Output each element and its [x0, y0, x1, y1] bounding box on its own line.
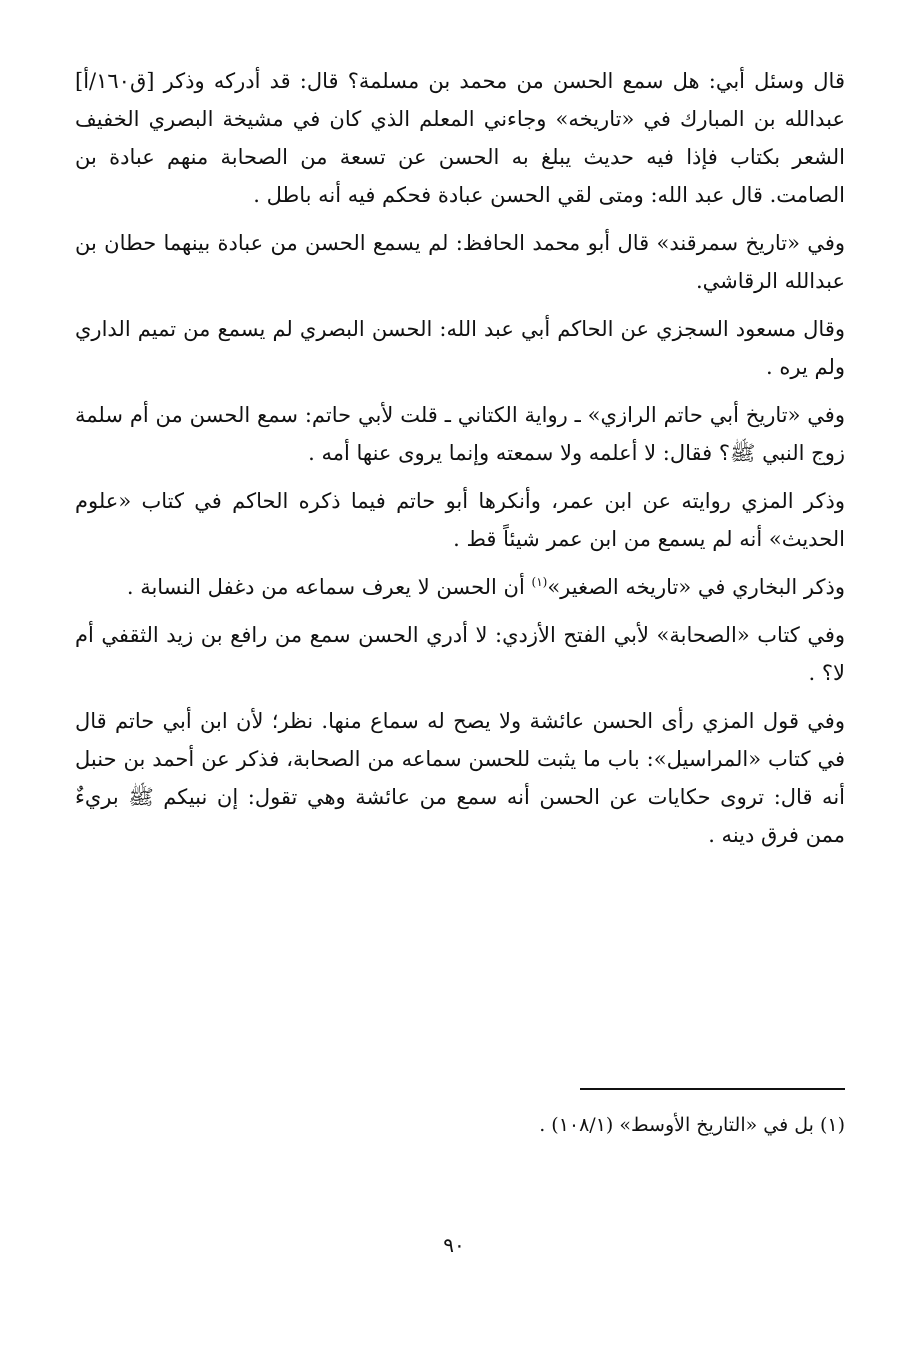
page-number: ٩٠ [443, 1233, 465, 1257]
footnote-separator [580, 1088, 845, 1090]
paragraph-al-mizzi-aisha: وفي قول المزي رأى الحسن عائشة ولا يصح له سماع منها. نظر؛ لأن ابن أبي حاتم قال في كتاب «المراسيل»: باب ما يثبت للحسن سماعه من الصحابة، فذكر عن أحمد بن حنبل أنه قال: تروى حكايات عن الحسن أنه سمع من عائشة وهي تقول: إن نبيكم ﷺ بريءٌ ممن فرق دينه . [75, 709, 845, 847]
bukhari-text-end: أن الحسن لا يعرف سماعه من دغفل النسابة . [126, 575, 532, 599]
paragraph-muhammad-bin-maslama: قال وسئل أبي: هل سمع الحسن من محمد بن مسلمة؟ قال: قد أدركه وذكر [ق١٦٠/أ] عبدالله بن المبارك في «تاريخه» وجاءني المعلم الذي كان في مشيخة البصري الخفيف الشعر بكتاب فإذا فيه حديث يبلغ به الحسن عن تسعة من الصحابة منهم عبادة بن الصامت. قال عبد الله: ومتى لقي الحسن عبادة فحكم فيه أنه باطل . [75, 69, 845, 207]
paragraph-abi-hatim-al-razi: وفي «تاريخ أبي حاتم الرازي» ـ رواية الكتاني ـ قلت لأبي حاتم: سمع الحسن من أم سلمة زوج النبي ﷺ؟ فقال: لا أعلمه ولا سمعته وإنما يروى عنها أمه . [75, 403, 845, 465]
paragraph-kitab-al-sahaba: وفي كتاب «الصحابة» لأبي الفتح الأزدي: لا أدري الحسن سمع من رافع بن زيد الثقفي أم لا؟ . [75, 623, 845, 685]
footnote: (١) بل في «التاريخ الأوسط» (١٠٨/١) . [539, 1114, 845, 1136]
paragraph-al-bukhari [75, 568, 845, 606]
paragraph-al-mizzi-ibn-umar: وذكر المزي روايته عن ابن عمر، وأنكرها أبو حاتم فيما ذكره الحاكم في كتاب «علوم الحديث» أنه لم يسمع من ابن عمر شيئاً قط . [75, 489, 845, 551]
paragraph-tarikh-samarqand: وفي «تاريخ سمرقند» قال أبو محمد الحافظ: لم يسمع الحسن من عبادة بينهما حطان بن عبدالله الرقاشي. [75, 231, 845, 293]
bukhari-text-start: وذكر البخاري في «تاريخه الصغير» [547, 575, 845, 599]
footnote-reference: (١) [531, 575, 548, 589]
paragraph-masud-al-sijzi: وقال مسعود السجزي عن الحاكم أبي عبد الله: الحسن البصري لم يسمع من تميم الداري ولم يره . [75, 317, 845, 379]
page-body [75, 62, 845, 864]
